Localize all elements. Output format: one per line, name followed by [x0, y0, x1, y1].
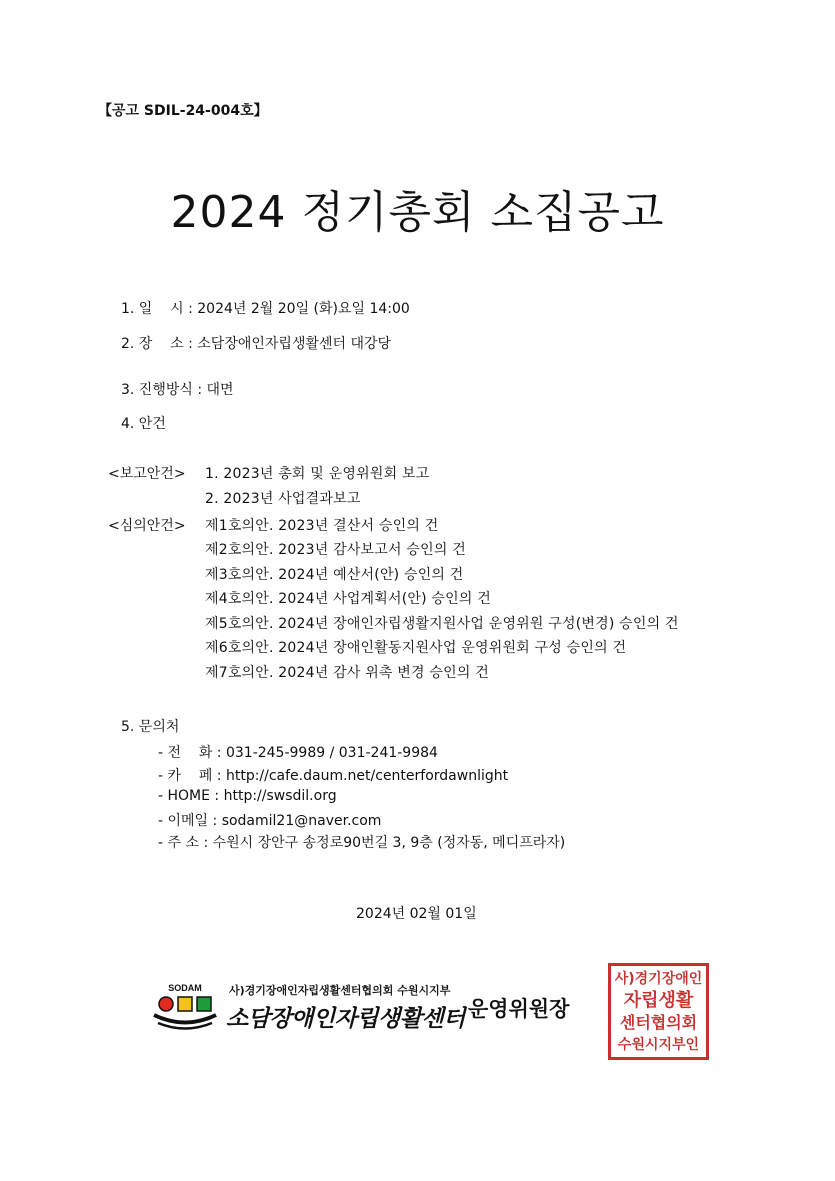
deliberation-section-label: <심의안건> — [108, 518, 186, 534]
page-title: 2024 정기총회 소집공고 — [170, 187, 665, 238]
contact-address: - 주 소 : 수원시 장안구 송정로90번길 3, 9층 (정자동, 메디프라자) — [158, 835, 566, 851]
notice-number: 【공고 SDIL-24-004호】 — [98, 103, 268, 119]
issue-date: 2024년 02월 01일 — [356, 906, 477, 922]
report-item: 2. 2023년 사업결과보고 — [205, 491, 361, 507]
contact-heading: 5. 문의처 — [121, 719, 180, 735]
deliberation-item: 제6호의안. 2024년 장애인활동지원사업 운영위원회 구성 승인의 건 — [205, 640, 627, 656]
report-section-label: <보고안건> — [108, 466, 186, 482]
deliberation-item: 제7호의안. 2024년 감사 위촉 변경 승인의 건 — [205, 665, 489, 681]
seal-line: 수원시지부인 — [617, 1037, 700, 1053]
official-seal — [608, 963, 709, 1060]
org-name: 소담장애인자립생활센터 — [226, 1006, 465, 1032]
deliberation-item: 제2호의안. 2023년 감사보고서 승인의 건 — [205, 542, 466, 558]
detail-place: 2. 장 소 : 소담장애인자립생활센터 대강당 — [121, 336, 392, 352]
contact-email: - 이메일 : sodamil21@naver.com — [158, 813, 382, 829]
seal-line: 사)경기장애인 — [614, 971, 703, 987]
deliberation-item: 제5호의안. 2024년 장애인자립생활지원사업 운영위원 구성(변경) 승인의 건 — [205, 616, 679, 632]
contact-phone: - 전 화 : 031-245-9989 / 031-241-9984 — [158, 745, 438, 761]
deliberation-item: 제4호의안. 2024년 사업계획서(안) 승인의 건 — [205, 591, 491, 607]
signatory: 운영위원장 — [468, 997, 570, 1021]
contact-cafe: - 카 페 : http://cafe.daum.net/centerfordawnlight — [158, 768, 509, 784]
sodam-logo-icon — [150, 982, 220, 1032]
detail-agenda: 4. 안건 — [121, 416, 166, 432]
report-item: 1. 2023년 총회 및 운영위원회 보고 — [205, 466, 430, 482]
deliberation-item: 제3호의안. 2024년 예산서(안) 승인의 건 — [205, 567, 464, 583]
sodam-logo — [150, 982, 220, 1036]
detail-date: 1. 일 시 : 2024년 2월 20일 (화)요일 14:00 — [121, 301, 410, 317]
deliberation-item: 제1호의안. 2023년 결산서 승인의 건 — [205, 518, 439, 534]
seal-line: 자립생활 — [623, 990, 694, 1011]
contact-home: - HOME : http://swsdil.org — [158, 788, 337, 804]
seal-line: 센터협의회 — [619, 1013, 698, 1032]
detail-method: 3. 진행방식 : 대면 — [121, 382, 234, 398]
org-subtitle: 사)경기장애인자립생활센터협의회 수원시지부 — [229, 984, 451, 997]
logo-text: SODAM — [168, 983, 202, 993]
